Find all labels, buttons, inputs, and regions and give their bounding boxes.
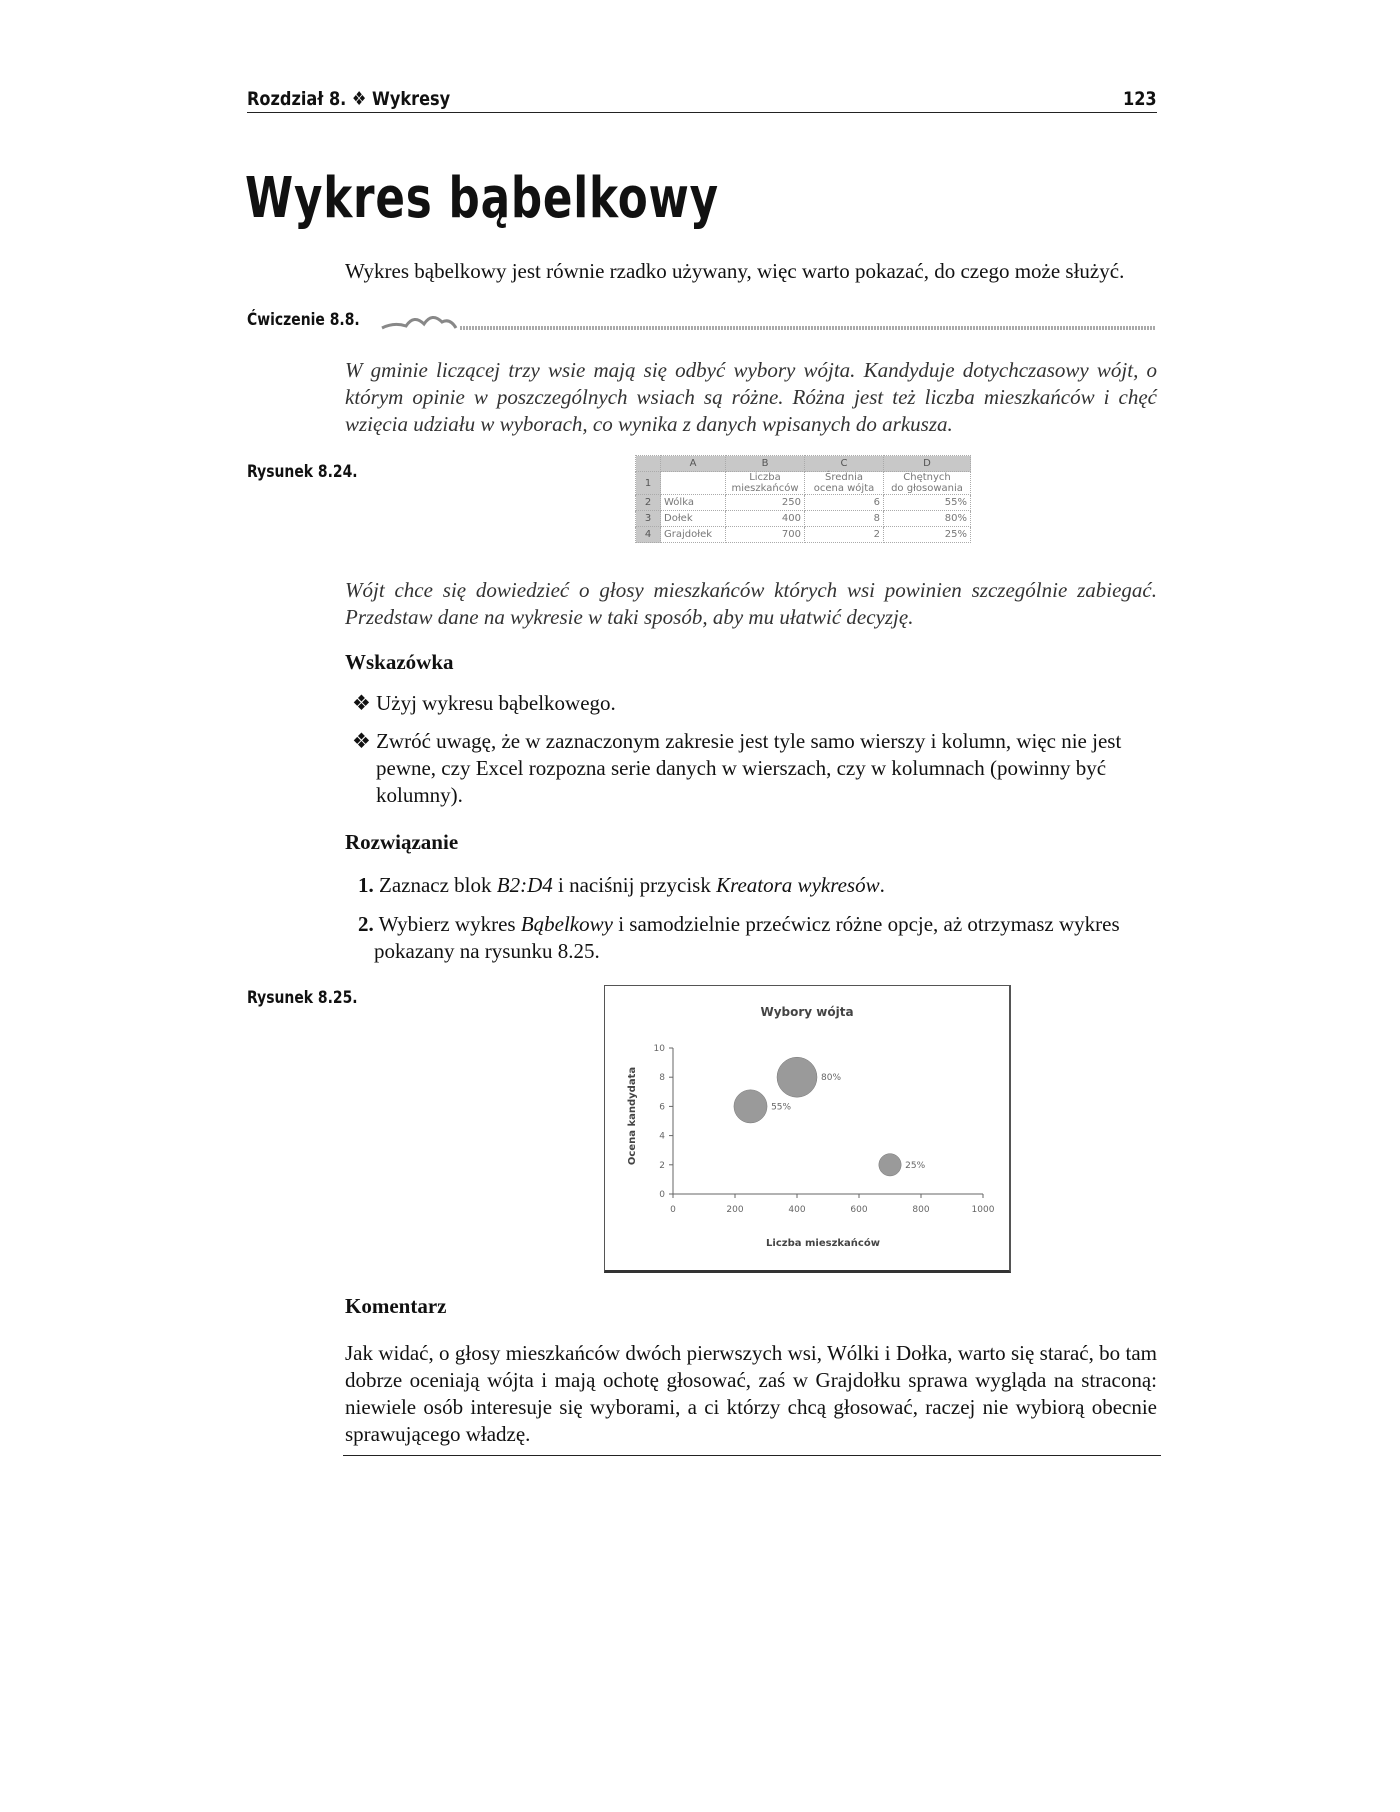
col-letter: B [726, 456, 805, 472]
exercise-ornament-icon [380, 308, 1158, 332]
chart-x-axis-label: Liczba mieszkańców [766, 1238, 880, 1249]
spreadsheet-figure [635, 455, 971, 543]
running-header-chapter: Rozdział 8. ❖ Wykresy [247, 88, 451, 110]
y-tick-label: 10 [653, 1044, 665, 1054]
village-name: Grajdołek [661, 527, 726, 543]
table-row [636, 527, 971, 543]
y-tick-label: 6 [659, 1102, 665, 1113]
willing-value: 25% [884, 527, 971, 543]
bubble-data-label: 55% [771, 1102, 792, 1113]
x-tick-label: 200 [726, 1205, 744, 1215]
footer-rule [343, 1455, 1161, 1456]
bubble-chart-frame [604, 985, 1011, 1273]
rating-value: 6 [805, 495, 884, 511]
cell-empty [661, 472, 726, 495]
header-cell-rating [805, 472, 884, 495]
bubble-data-label: 80% [821, 1073, 842, 1084]
col-letter: D [884, 456, 971, 472]
willing-value: 80% [884, 511, 971, 527]
question-text: Wójt chce się dowiedzieć o głosy mieszkańców których wsi powinien szczególnie zabiegać. Przedstaw dane na wykresie w taki sposób, aby mu ułatwić decyzję. [345, 578, 1157, 629]
page-number: 123 [1123, 88, 1157, 110]
x-tick-label: 0 [670, 1205, 676, 1215]
bullet-icon: ❖ [352, 729, 371, 753]
y-tick-label: 4 [659, 1131, 665, 1142]
header-rule [247, 112, 1157, 113]
solution-step-2 [358, 911, 1144, 965]
y-tick-label: 0 [659, 1190, 665, 1200]
hint-item-text: Użyj wykresu bąbelkowego. [376, 691, 616, 715]
chart-title: Wybory wójta [760, 1005, 854, 1019]
x-tick-label: 1000 [971, 1205, 995, 1215]
solution-step-1 [358, 872, 1148, 899]
hint-heading: Wskazówka [345, 650, 454, 674]
row-number: 2 [636, 495, 661, 511]
comment-heading: Komentarz [345, 1294, 447, 1318]
village-name: Dołek [661, 511, 726, 527]
row-number: 1 [636, 472, 661, 495]
header-cell-population [726, 472, 805, 495]
chart-y-axis-label: Ocena kandydata [627, 1066, 638, 1166]
bubble-mark [734, 1090, 767, 1123]
col-letter: C [805, 456, 884, 472]
bubble-chart [605, 986, 1009, 1270]
header-line: ocena wójta [813, 483, 875, 494]
population-value: 700 [726, 527, 805, 543]
comment-text: Jak widać, o głosy mieszkańców dwóch pierwszych wsi, Wólki i Dołka, warto się starać, bo tam dobrze oceniają wójta i mają ochotę głosować, zaś w Grajdołku sprawa wygląda na straconą: niewiele osób interesuje się wyborami, a ci którzy chcą głosować, raczej nie wybiorą obecnie sprawującego władzę. [345, 1341, 1157, 1446]
solution-heading: Rozwiązanie [345, 830, 459, 854]
population-value: 250 [726, 495, 805, 511]
row-number: 3 [636, 511, 661, 527]
hint-item-2 [352, 728, 1156, 809]
corner-cell [636, 456, 661, 472]
step-text: Wybierz wykres [378, 912, 521, 936]
page-title: Wykres bąbelkowy [245, 166, 719, 231]
col-letter: A [661, 456, 726, 472]
header-line: Liczba [749, 472, 781, 483]
willing-value: 55% [884, 495, 971, 511]
bubble-mark [777, 1057, 817, 1097]
hint-item-text: Zwróć uwagę, że w zaznaczonym zakresie jest tyle samo wierszy i kolumn, więc nie jest pewne, czy Excel rozpozna serie danych w wierszach, czy w kolumnach (powinny być kolumny). [376, 729, 1122, 807]
x-tick-label: 800 [912, 1205, 930, 1215]
step-text: i naciśnij przycisk [552, 873, 717, 897]
bubble-data-label: 25% [905, 1160, 926, 1171]
figure-824-label: Rysunek 8.24. [247, 462, 358, 482]
header-line: Chętnych [903, 472, 951, 483]
chart-marks [734, 1057, 926, 1176]
chart-wizard-reference: Kreatora wykresów [716, 873, 880, 897]
hint-item-1 [352, 690, 1152, 717]
header-line: Średnia [825, 472, 863, 483]
header-line: mieszkańców [731, 483, 799, 494]
bullet-icon: ❖ [352, 691, 371, 715]
x-tick-label: 400 [788, 1205, 806, 1215]
intro-paragraph: Wykres bąbelkowy jest równie rzadko używany, więc warto pokazać, do czego może służyć. [345, 259, 1125, 283]
header-cell-willing [884, 472, 971, 495]
table-row [636, 495, 971, 511]
figure-825-label: Rysunek 8.25. [247, 988, 358, 1008]
spreadsheet-table [635, 455, 971, 543]
row-number: 4 [636, 527, 661, 543]
x-tick-label: 600 [850, 1205, 868, 1215]
village-name: Wólka [661, 495, 726, 511]
rating-value: 2 [805, 527, 884, 543]
header-line: do głosowania [891, 483, 963, 494]
step-text: Zaznacz blok [379, 873, 497, 897]
cell-range: B2:D4 [496, 873, 553, 897]
bubble-chart-reference: Bąbelkowy [520, 912, 613, 936]
exercise-text: W gminie liczącej trzy wsie mają się odbyć wybory wójta. Kandyduje dotychczasowy wójt, o którym opinie w poszczególnych wsiach są różne. Różna jest też liczba mieszkańców i chęć wzięcia udziału w wyborach, co wynika z danych wpisanych do arkusza. [345, 358, 1157, 436]
rating-value: 8 [805, 511, 884, 527]
step-number: 2. [358, 912, 374, 936]
step-text: i samodzielnie przećwicz różne opcje, aż otrzymasz wykres pokazany na rysunku 8.25. [374, 912, 1120, 963]
step-text: . [879, 873, 885, 897]
step-number: 1. [358, 873, 374, 897]
chart-axes [654, 1044, 995, 1215]
y-tick-label: 2 [659, 1160, 665, 1171]
exercise-label: Ćwiczenie 8.8. [247, 310, 360, 330]
table-row [636, 511, 971, 527]
population-value: 400 [726, 511, 805, 527]
y-tick-label: 8 [659, 1073, 665, 1084]
bubble-mark [879, 1154, 901, 1176]
